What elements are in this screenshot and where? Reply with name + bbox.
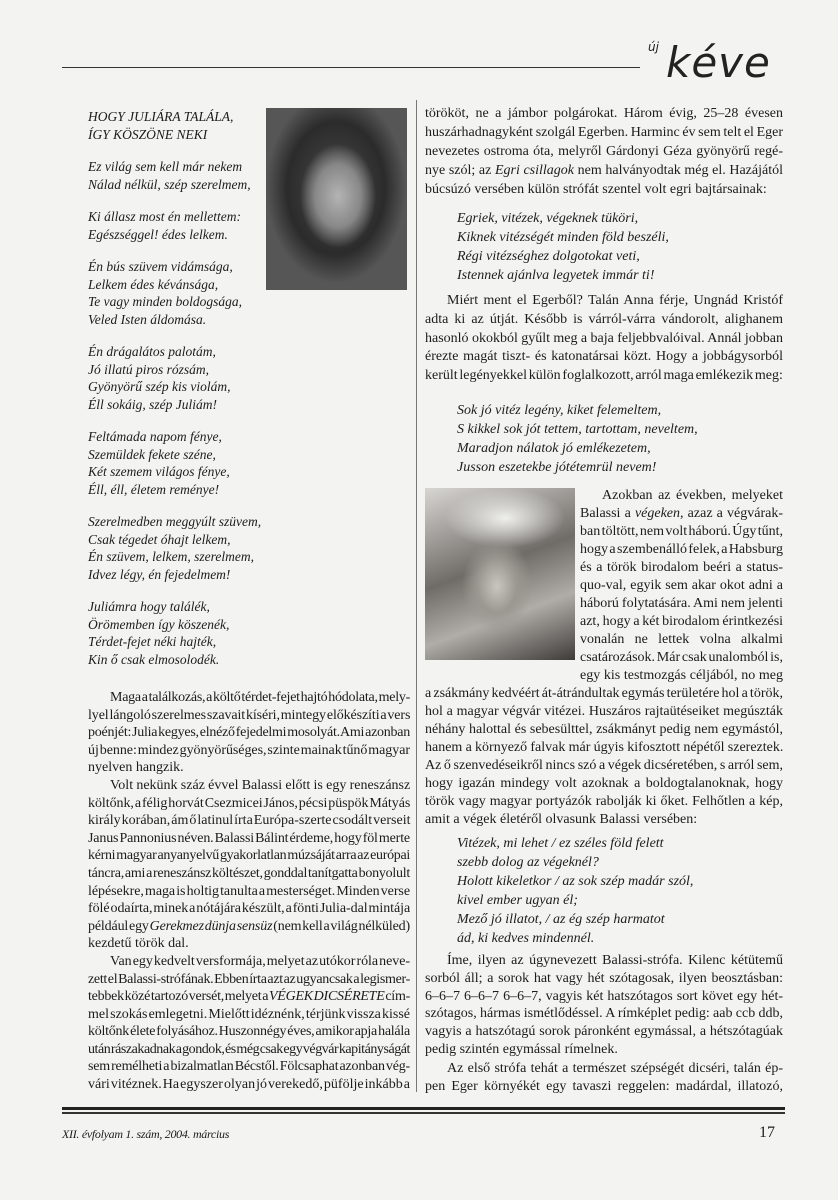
text-line [425,1023,783,1041]
text-segment: kérni magyar anyanyelvű gyakorlatlan múzsáját arra az európai [88,848,410,864]
text-segment: érezte magát tiszt- és katonatársai közt. Hogy a jobbágysorból [425,349,783,365]
text-segment: Azokban az években, melyeket [602,488,783,503]
text-line [88,971,410,989]
text-segment: török vagy magyar portyázók rabolják ki őket. Felhőtlen a kép, [425,794,783,809]
text-segment: sorból áll; a sorok hat vagy hét szótagosak, ilyen beosztásban: [425,970,783,986]
footer-rule [62,1107,785,1110]
verse-line: Kiknek vitézségét minden föld beszéli, [457,230,669,245]
portrait-illustration-julia [266,108,407,290]
text-segment: Íme, ilyen az úgynevezett Balassi-strófa. Kilenc kétütemű [447,953,783,968]
text-line [88,707,410,725]
stanza [88,343,264,413]
text-line [425,1005,783,1023]
paragraph [425,487,783,829]
stanza [88,158,264,193]
verse-line: Egriek, vitézek, végeknek tüköri, [457,211,639,226]
verse-egriek [457,209,777,285]
text-segment: néhány halottal és sebesülttel, zsákmányt pedig nem egymástól, [425,722,783,737]
text-line [425,311,783,330]
verse-line: Sok jó vitéz legény, kiket felemeltem, [457,403,662,418]
text-line [425,330,783,349]
paragraph [425,104,783,199]
text-segment: sem remélheti a bizalmatlan Bécstől. Fölcsaphat azonban vég- [88,1059,410,1075]
text-segment: vonalán ne lettek volna alkalmi [580,632,783,647]
text-line [88,812,410,830]
text-segment: Van egy kedvelt versformája, melyet az utókor róla neve- [110,953,410,969]
column-divider [416,100,417,1092]
text-segment: egy kis testmozgás céljából, no meg [580,668,783,683]
header-rule [62,67,640,68]
text-segment: pedig szintén egymással rímelnek. [425,1041,618,1057]
text-line [425,142,783,161]
italic-text: Gerekmez dünja sensüz [149,918,273,934]
text-segment: nye szól; az [425,163,495,178]
text-line [88,1076,410,1094]
verse-line: Régi vitézséghez dolgotokat veti, [457,249,640,264]
verse-line: Gyönyörű szép kis violám, [88,379,231,394]
text-segment: 6–6–7 6–6–7 6–6–7, vagyis két hatszótagos sort követ egy hét- [425,988,783,1004]
text-segment: hogy igazán mindegy volt azoknak a boldogtalanoknak, hogy [425,776,783,791]
verse-line: Vitézek, mi lehet / ez széles föld felett [457,836,664,851]
verse-line: szebb dolog az végeknél? [457,855,599,870]
stanza [88,208,264,243]
text-line [425,523,783,541]
italic-text: VÉGEK DICSÉRETE [269,989,385,1005]
paragraph [425,952,783,1059]
text-segment: búcsúzó versében külön strófát szentel volt egri bajtársainak: [425,182,767,197]
text-segment: Maga a találkozás, a költő térdet-fejet hajtó hódolata, mely- [110,690,410,705]
text-line [425,487,783,505]
logo-prefix: új [648,40,659,54]
text-line [425,703,783,721]
text-line [88,830,410,848]
text-line [425,739,783,757]
text-line [425,559,783,577]
text-segment: Miért ment el Egerből? Talán Anna férje, Ungnád Kristóf [447,293,783,308]
text-line [88,953,410,971]
text-line [88,847,410,865]
text-segment: , azaz a végvárak- [680,506,783,521]
text-line [425,577,783,595]
text-segment: cím- [384,989,411,1005]
italic-text: végeken [634,506,681,521]
text-line [425,348,783,367]
text-line [425,595,783,613]
verse-line: Szerelmedben meggyúlt szüvem, [88,514,262,529]
text-segment: pen Eger környékét egy tavaszi reggelen: madárdal, illatozó, [425,1078,783,1094]
text-line [88,777,410,795]
text-segment: hogy a szembenálló felek, a Habsburg [580,542,783,557]
verse-line: HOGY JULIÁRA TALÁLA, [88,109,234,124]
issue-info: XII. évfolyam 1. szám, 2004. március [62,1127,230,1141]
verse-line: Maradjon nálatok jó emlékezetem, [457,441,651,456]
text-line [425,1078,783,1096]
left-column-text [88,689,410,1094]
text-line [425,952,783,970]
text-segment: nevezetes ostroma óta, melyről Gárdonyi Géza gyönyörű regé- [425,144,783,159]
text-segment: Az ő szenvedéseikről nincs szó a végek dicséretében, s arról sem, [425,758,783,773]
text-segment: adta ki az útját. Később is várról-várra vándorolt, alighanem [425,311,783,327]
verse-line: Én szüvem, lelkem, szerelmem, [88,549,254,564]
text-line [88,795,410,813]
verse-line: Te vagy minden boldogsága, [88,294,242,309]
verse-line: Ez világ sem kell már nekem [88,159,243,174]
text-segment: vári vitéznek. Ha egyszer olyan jó verekedő, püfölje inkább a [88,1077,410,1093]
verse-line: Éll sokáig, szép Juliám! [88,396,217,412]
verse-line: ÍGY KÖSZÖNE NEKI [88,126,208,142]
poem-juliara [88,108,264,683]
text-line [88,935,410,953]
verse-line: ád, ki kedves mindennél. [457,931,595,946]
text-segment: lépésekre, maga is holtig tanulta a mesterséget. Minden verse [88,883,410,899]
text-line [425,104,783,123]
verse-line: S kikkel sok jót tettem, tartottam, neveltem, [457,422,698,437]
text-segment: költőnk, a félig horvát Csezmicei János, pécsi püspök Mátyás [88,795,411,811]
verse-line: Holott kikeletkor / az sok szép madár szól, [457,874,694,889]
text-segment: Janus Pannonius néven. Balassi Bálint érdeme, hogy föl merte [88,830,410,846]
text-line [88,883,410,901]
text-segment: lyel lángoló szerelmes szavait kíséri, mintegy előkészíti a vers [88,707,411,723]
text-segment: szótagos, hármas ismétlődéssel. A rímképlet pedig: aab ccb ddb, [425,1006,783,1022]
text-segment: után rászakadnak a gondok, és még csak egy végvár kapitányságát [88,1041,410,1057]
text-line [425,667,783,685]
text-line [425,1041,783,1059]
text-line [88,724,410,742]
paragraph [425,1060,783,1096]
text-segment: hol a magyar végvár vitézei. Huszáros rajtaütéseiket megúszták [425,704,783,719]
verse-line: kivel ember ugyan él; [457,893,578,908]
text-line [425,793,783,811]
page-number: 17 [759,1124,775,1141]
text-segment: például egy [88,918,150,934]
verse-line: Nálad nélkül, szép szerelmem, [88,176,251,192]
stanza [88,428,264,498]
text-line [88,1023,410,1041]
verse-line: Juliámra hogy találék, [88,599,210,614]
verse-line: Feltámada napom fénye, [88,429,222,444]
verse-vegek-dicserete [457,834,777,948]
stanza [88,598,264,668]
verse-line: Éll, éll, életem reménye! [88,481,220,497]
text-segment: (nem kell a világ nélküled) [272,918,411,934]
text-segment: azt, hogy a két birodalom érintkezési [580,614,784,629]
text-segment: hanem a környező falvak már úgyis kifosztott népétől szereztek. [425,740,784,755]
magazine-logo [646,34,796,94]
text-line [88,689,410,707]
verse-line: Lelkem édes kévánsága, [88,276,219,292]
text-line [425,631,783,649]
text-segment: új benne: mindez gyönyörűséges, szinte mainak tűnő magyar [88,742,410,758]
verse-line: Istennek ajánlva legyetek immár ti! [457,268,655,283]
text-segment: költőnk élete folyásához. Huszonnégy éves, amikor apja halála [88,1024,410,1040]
text-segment: fölé odaírta, minek a nótájára készült, a fönti Julia-dal mintája [88,901,411,917]
verse-line: Veled Isten áldomása. [88,311,207,327]
verse-line: Mező jó illatot, / az ég szép harmatot [457,912,665,927]
text-line [425,775,783,793]
text-segment: király korában, ám ő latinul írta Európa-szerte csodált verseit [88,813,411,829]
text-segment: poénjét: Julia kegyes, elnéző fejedelmi mosolyát. Ami azonban [88,725,410,741]
text-line [88,900,410,918]
text-segment: mel szokás emlegetni. Mielőtt idéznénk, térjünk vissza kissé [88,1006,410,1022]
text-line [88,1006,410,1024]
poem-title [88,108,264,143]
verse-sok-jo-vitez [457,401,777,477]
text-line [88,1058,410,1076]
text-line [425,367,783,386]
verse-line: Idvez légy, én fejedelmem! [88,566,231,582]
verse-line: Szemüldek fekete széne, [88,446,216,462]
text-segment: csatározások. Már csak unalomból is, [580,650,783,665]
text-segment: nem halványodtak még el. Hazájától [574,163,783,178]
text-segment: háború folytatására. Ami nem jelenti [580,596,783,611]
text-segment: huszárhadnagyként szolgál Egerben. Harminc év sem telt el Eger [425,125,783,140]
text-line [425,292,783,311]
text-line [425,811,783,829]
verse-line: Kin ő csak elmosolodék. [88,651,220,667]
verse-line: Ki állasz most én mellettem: [88,209,241,224]
verse-line: Örömemben így köszenék, [88,616,230,632]
text-segment: quo-val, egyik sem akar okot adni a [580,578,783,593]
text-segment: tebbek közé tartozó versét, melyet a [88,989,269,1005]
text-line [425,180,783,199]
footer-rule [62,1112,785,1114]
text-line [425,123,783,142]
text-line [425,970,783,988]
text-line [88,918,410,936]
text-line [425,1060,783,1078]
verse-line: Jó illatú piros rózsám, [88,361,210,377]
text-segment: kezdetű török dal. [88,936,189,952]
text-segment: törököt, ne a jámbor polgárokat. Három évig, 25–28 évesen [425,106,783,121]
text-segment: hasonló okokból gyűlt meg a baja feljebbvalóival. Annál jobban [425,330,783,346]
text-segment: Az első strófa tehát a természet szépségét dicséri, talán ép- [447,1061,783,1076]
text-segment: táncra, ami a reneszánsz költészet, gonddal tanítgatta bonyolult [88,865,410,881]
verse-line: Én bús szüvem vidámsága, [88,259,233,274]
stanza [88,258,264,328]
text-segment: és a török birodalom beéri a status- [580,560,783,575]
text-line [425,757,783,775]
text-line [425,161,783,180]
text-segment: zett el Balassi-strófának. Ebben írta azt az ugyancsak a legismer- [88,971,410,987]
text-line [425,541,783,559]
verse-line: Térdet-fejet néki hajték, [88,634,217,649]
text-line [425,988,783,1006]
text-segment: amit a végek életéről olvasunk Balassi versében: [425,812,698,827]
logo-name: kéve [666,38,771,87]
paragraph [425,292,783,386]
verse-line: Jusson eszetekbe jótétemrül nevem! [457,460,657,475]
verse-line: Két szemem világos fénye, [88,464,230,479]
text-line [88,865,410,883]
text-line [88,742,410,760]
verse-line: Én drágalátos palotám, [88,344,216,359]
text-line [425,721,783,739]
stanza [88,513,264,583]
text-line [425,505,783,523]
text-line [425,685,783,703]
text-segment: Volt nekünk száz évvel Balassi előtt is egy reneszánsz [110,777,411,793]
text-segment: Balassi a [580,506,635,521]
text-segment: ban töltött, nem volt háború. Úgy tűnt, [580,524,783,539]
verse-line: Egészséggel! édes lelkem. [88,226,228,242]
text-segment: a zsákmány kedvéért át-átrándultak egymás területére hol a török, [425,686,783,701]
text-line [88,1041,410,1059]
text-segment: került legényekkel külön foglalkozott, arról maga emlékezik meg: [425,368,783,384]
text-line [425,613,783,631]
text-line [88,988,410,1006]
verse-line: Csak tégedet óhajt lelkem, [88,531,231,547]
italic-text: Egri csillagok [494,163,575,178]
text-line [425,649,783,667]
text-segment: vagyis a hatszótagú sorok páronként egymással, a hétszótagúak [425,1024,783,1040]
text-segment: nyelven hangzik. [88,760,184,776]
text-line [88,759,410,777]
